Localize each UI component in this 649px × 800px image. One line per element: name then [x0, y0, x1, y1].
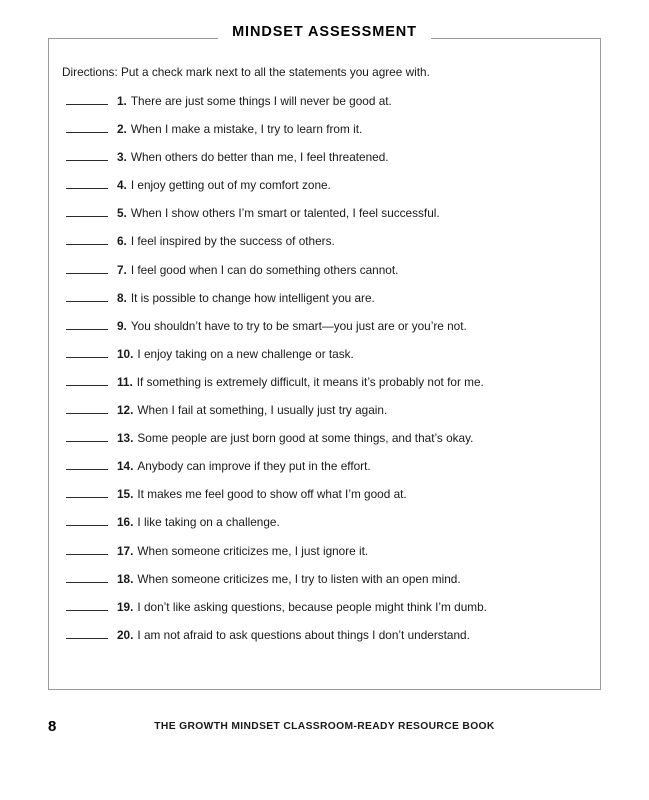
checkmark-blank-line[interactable]: [66, 486, 108, 498]
item-text: It is possible to change how intelligent you are.: [130, 290, 375, 305]
page-number: 8: [48, 718, 57, 735]
list-item: [62, 262, 590, 278]
checkmark-blank-line[interactable]: [66, 290, 108, 302]
item-text: I don’t like asking questions, because people might think I’m dumb.: [137, 599, 487, 614]
item-number: 11.: [117, 374, 133, 389]
checkmark-blank-line[interactable]: [66, 93, 108, 105]
item-number: 5.: [117, 206, 127, 221]
item-number: 8.: [117, 290, 127, 305]
item-number: 20.: [117, 627, 134, 642]
item-text: I feel good when I can do something others cannot.: [130, 262, 399, 277]
item-number: 18.: [117, 571, 134, 586]
item-text: When I show others I’m smart or talented, I feel successful.: [130, 206, 440, 221]
worksheet-content: [62, 64, 590, 655]
checkmark-blank-line[interactable]: [66, 205, 108, 217]
checkmark-blank-line[interactable]: [66, 458, 108, 470]
item-number: 16.: [117, 515, 134, 530]
item-number: 15.: [117, 487, 134, 502]
item-text: There are just some things I will never be good at.: [130, 94, 392, 108]
item-text: When someone criticizes me, I try to listen with an open mind.: [137, 571, 461, 586]
list-item: [62, 205, 590, 221]
list-item: [62, 177, 590, 193]
checkmark-blank-line[interactable]: [66, 121, 108, 133]
checkmark-blank-line[interactable]: [66, 177, 108, 189]
list-item: [62, 514, 590, 530]
checkmark-blank-line[interactable]: [66, 402, 108, 414]
list-item: [62, 458, 590, 474]
checkmark-blank-line[interactable]: [66, 599, 108, 611]
list-item: [62, 149, 590, 165]
item-number: 12.: [117, 403, 134, 418]
item-text: If something is extremely difficult, it means it’s probably not for me.: [136, 374, 484, 389]
checkmark-blank-line[interactable]: [66, 318, 108, 330]
item-text: I am not afraid to ask questions about things I don’t understand.: [137, 627, 470, 642]
list-item: [62, 571, 590, 587]
page-title-inner: [218, 22, 431, 42]
item-number: 10.: [117, 346, 134, 361]
statement-list: [62, 93, 590, 643]
item-number: 17.: [117, 543, 134, 558]
checkmark-blank-line[interactable]: [66, 233, 108, 245]
item-text: I like taking on a challenge.: [137, 515, 280, 530]
list-item: [62, 121, 590, 137]
list-item: [62, 486, 590, 502]
item-text: When I fail at something, I usually just try again.: [137, 403, 388, 418]
list-item: [62, 627, 590, 643]
item-text: When others do better than me, I feel threatened.: [130, 150, 389, 165]
item-text: It makes me feel good to show off what I’m good at.: [137, 487, 407, 502]
checkmark-blank-line[interactable]: [66, 262, 108, 274]
item-text: Anybody can improve if they put in the effort.: [137, 459, 371, 474]
checkmark-blank-line[interactable]: [66, 627, 108, 639]
checkmark-blank-line[interactable]: [66, 514, 108, 526]
footer-book-title: THE GROWTH MINDSET CLASSROOM-READY RESOURCE BOOK: [154, 721, 495, 732]
item-text: I feel inspired by the success of others.: [130, 234, 335, 249]
checkmark-blank-line[interactable]: [66, 430, 108, 442]
item-text: Some people are just born good at some things, and that’s okay.: [137, 431, 474, 446]
list-item: [62, 374, 590, 390]
item-number: 14.: [117, 459, 134, 474]
checkmark-blank-line[interactable]: [66, 149, 108, 161]
checkmark-blank-line[interactable]: [66, 571, 108, 583]
item-number: 19.: [117, 599, 134, 614]
page-title: [48, 22, 601, 42]
item-number: 9.: [117, 318, 127, 333]
item-text: When I make a mistake, I try to learn from it.: [130, 122, 363, 137]
directions-text: Directions: Put a check mark next to all the statements you agree with.: [62, 65, 430, 79]
list-item: [62, 430, 590, 446]
list-item: [62, 318, 590, 334]
list-item: [62, 290, 590, 306]
page-footer: [48, 718, 601, 735]
item-number: 4.: [117, 178, 127, 193]
checkmark-blank-line[interactable]: [66, 543, 108, 555]
item-number: 3.: [117, 150, 127, 165]
item-text: You shouldn’t have to try to be smart—you just are or you’re not.: [130, 318, 467, 333]
list-item: [62, 543, 590, 559]
list-item: [62, 402, 590, 418]
item-text: I enjoy taking on a new challenge or task.: [137, 346, 354, 361]
item-number: 6.: [117, 234, 127, 249]
item-text: When someone criticizes me, I just ignore it.: [137, 543, 369, 558]
item-number: 13.: [117, 431, 134, 446]
list-item: [62, 233, 590, 249]
list-item: [62, 599, 590, 615]
item-number: 7.: [117, 262, 127, 277]
item-number: 1.: [117, 94, 127, 108]
checkmark-blank-line[interactable]: [66, 374, 108, 386]
checkmark-blank-line[interactable]: [66, 346, 108, 358]
item-text: I enjoy getting out of my comfort zone.: [130, 178, 331, 193]
list-item: [62, 346, 590, 362]
item-number: 2.: [117, 122, 127, 137]
worksheet-title-text: MINDSET ASSESSMENT: [232, 24, 417, 40]
list-item: [62, 93, 590, 109]
